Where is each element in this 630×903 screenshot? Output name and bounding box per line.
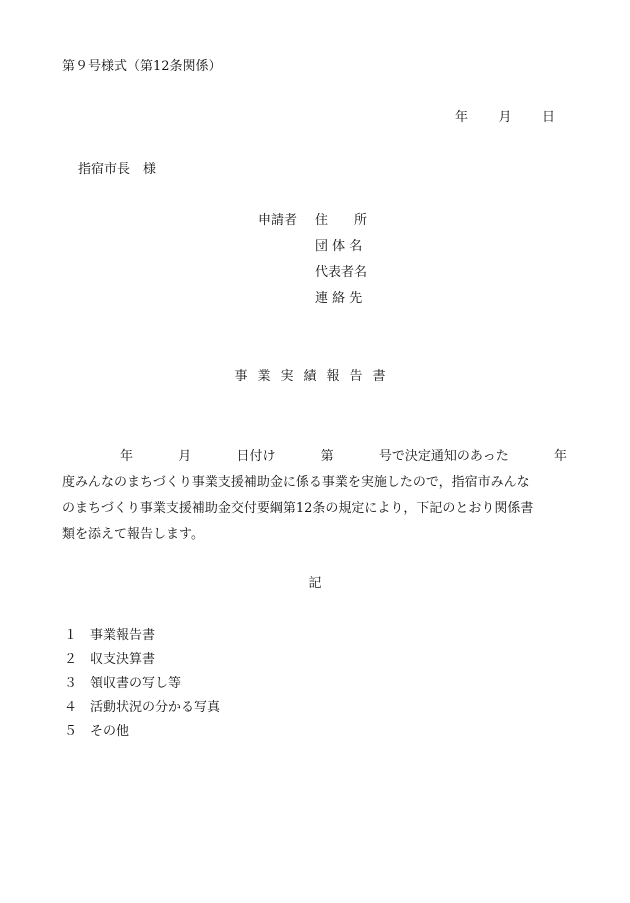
applicant-address: 住 所: [315, 213, 368, 228]
document-title: 事業実績報告書: [234, 369, 396, 384]
applicant-representative: 代表者名: [315, 265, 368, 280]
date-day: 日: [541, 110, 555, 125]
list-item: １ 事業報告書: [64, 628, 156, 643]
body-line-2: 度みんなのまちづくり事業支援補助金に係る事業を実施したので，指宿市みんな: [62, 475, 530, 490]
list-item: ３ 領収書の写し等: [64, 676, 182, 691]
applicant-contact: 連 絡 先: [315, 291, 363, 306]
body-line-1: 年 月 日付け 第 号で決定通知のあった 年: [120, 449, 567, 464]
date-month: 月: [498, 110, 512, 125]
report-body: [62, 444, 567, 548]
body-line-3: のまちづくり事業支援補助金交付要綱第12条の規定により，下記のとおり関係書: [62, 501, 534, 516]
addressee: 指宿市長 様: [78, 162, 157, 177]
ki-marker: 記: [308, 576, 322, 591]
date-year: 年: [455, 110, 469, 125]
body-line-4: 類を添えて報告します。: [62, 527, 204, 542]
applicant-organization: 団 体 名: [315, 239, 363, 254]
applicant-label: 申請者: [258, 213, 298, 228]
attachment-list: [64, 629, 220, 749]
list-item: ２ 収支決算書: [64, 652, 156, 667]
form-number: 第９号様式（第12条関係）: [62, 59, 222, 74]
list-item: ５ その他: [64, 724, 130, 739]
date-line: [455, 111, 555, 124]
list-item: ４ 活動状況の分かる写真: [64, 700, 221, 715]
